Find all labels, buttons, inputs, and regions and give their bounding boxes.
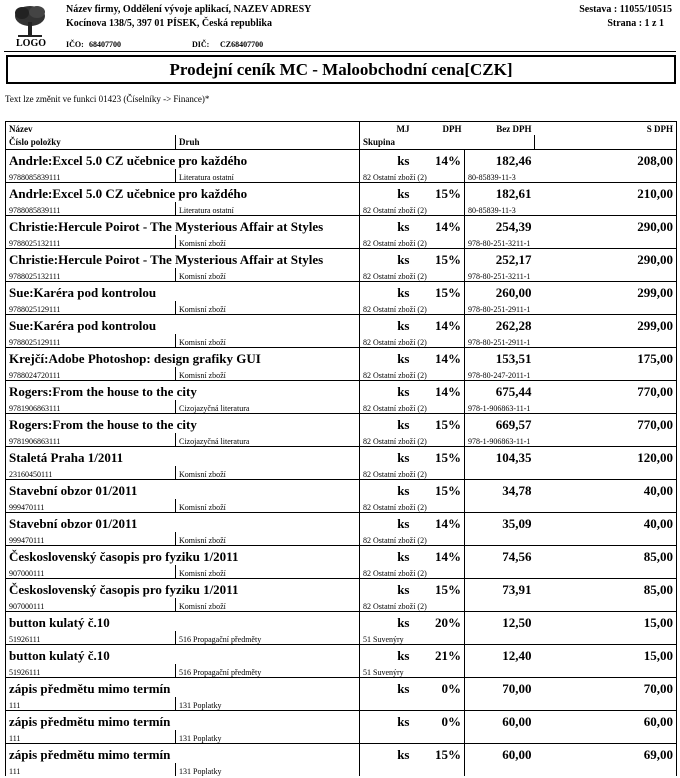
item-code: 9788025129111	[6, 334, 176, 348]
item-isbn: 978-80-251-2911-1	[465, 334, 677, 348]
item-dph: 15%	[413, 249, 465, 269]
item-code: 9788025129111	[6, 301, 176, 315]
item-dph: 15%	[413, 282, 465, 302]
item-druh: Komisní zboží	[176, 598, 360, 612]
item-druh: Komisní zboží	[176, 268, 360, 282]
item-skupina: 82 Ostatní zboží (2)	[360, 367, 465, 381]
item-skupina: 82 Ostatní zboží (2)	[360, 433, 465, 447]
item-dph: 0%	[413, 711, 465, 731]
item-bez-dph: 70,00	[465, 678, 535, 698]
item-isbn	[465, 631, 677, 645]
item-main-row	[6, 282, 677, 302]
item-druh: Komisní zboží	[176, 565, 360, 579]
item-s-dph: 290,00	[535, 249, 677, 269]
item-druh: 516 Propagační předměty	[176, 631, 360, 645]
item-s-dph: 40,00	[535, 480, 677, 500]
col-cislo: Číslo položky	[6, 135, 176, 150]
item-mj: ks	[360, 480, 413, 500]
item-mj: ks	[360, 579, 413, 599]
item-skupina: 82 Ostatní zboží (2)	[360, 598, 465, 612]
sestava-row: Sestava : 11055/10515	[579, 4, 672, 15]
item-s-dph: 290,00	[535, 216, 677, 236]
item-bez-dph: 12,50	[465, 612, 535, 632]
strana-value: 1 z 1	[644, 18, 664, 29]
item-druh: Komisní zboží	[176, 532, 360, 546]
item-detail-row	[6, 367, 677, 381]
item-dph: 14%	[413, 315, 465, 335]
item-skupina: 82 Ostatní zboží (2)	[360, 235, 465, 249]
item-main-row	[6, 546, 677, 566]
item-mj: ks	[360, 150, 413, 170]
item-name: Rogers:From the house to the city	[6, 414, 360, 434]
item-dph: 14%	[413, 150, 465, 170]
item-s-dph: 70,00	[535, 678, 677, 698]
item-druh: Komisní zboží	[176, 466, 360, 480]
item-mj: ks	[360, 381, 413, 401]
item-druh: 131 Poplatky	[176, 697, 360, 711]
item-name: Staletá Praha 1/2011	[6, 447, 360, 467]
strana-row: Strana : 1 z 1	[579, 17, 672, 31]
item-bez-dph: 60,00	[465, 711, 535, 731]
item-main-row	[6, 612, 677, 632]
item-main-row	[6, 480, 677, 500]
item-isbn: 80-85839-11-3	[465, 169, 677, 183]
item-mj: ks	[360, 348, 413, 368]
report-title: Prodejní ceník MC - Maloobchodní cena[CZK]	[6, 55, 676, 84]
dic-value: CZ68407700	[220, 40, 264, 49]
item-s-dph: 208,00	[535, 150, 677, 170]
item-isbn: 978-80-251-3211-1	[465, 235, 677, 249]
item-mj: ks	[360, 249, 413, 269]
item-main-row	[6, 183, 677, 203]
item-isbn	[465, 499, 677, 513]
item-main-row	[6, 744, 677, 764]
item-skupina: 51 Suvenýry	[360, 664, 465, 678]
item-isbn: 978-80-251-2911-1	[465, 301, 677, 315]
item-detail-row	[6, 202, 677, 216]
item-detail-row	[6, 565, 677, 579]
item-isbn: 978-1-906863-11-1	[465, 400, 677, 414]
item-skupina: 82 Ostatní zboží (2)	[360, 400, 465, 414]
col-bez-dph: Bez DPH	[465, 122, 535, 136]
item-skupina	[360, 697, 465, 711]
item-isbn: 978-80-247-2011-1	[465, 367, 677, 381]
item-code: 999470111	[6, 532, 176, 546]
item-skupina: 82 Ostatní zboží (2)	[360, 565, 465, 579]
item-bez-dph: 260,00	[465, 282, 535, 302]
col-mj: MJ	[360, 122, 413, 136]
item-main-row	[6, 348, 677, 368]
item-detail-row	[6, 400, 677, 414]
item-isbn	[465, 697, 677, 711]
item-mj: ks	[360, 216, 413, 236]
note-text: Text lze změnit ve funkci 01423 (Číselníky -> Finance)*	[5, 94, 210, 104]
item-bez-dph: 12,40	[465, 645, 535, 665]
item-detail-row	[6, 664, 677, 678]
item-bez-dph: 35,09	[465, 513, 535, 533]
item-mj: ks	[360, 282, 413, 302]
item-code: 9781906863111	[6, 400, 176, 414]
report-meta	[579, 3, 672, 31]
item-name: Československý časopis pro fyziku 1/2011	[6, 579, 360, 599]
company-name: Název firmy, Oddělení vývoje aplikací, NAZEV ADRESY	[66, 4, 312, 15]
item-mj: ks	[360, 546, 413, 566]
item-s-dph: 85,00	[535, 546, 677, 566]
item-mj: ks	[360, 414, 413, 434]
col-s-dph: S DPH	[535, 122, 677, 136]
item-s-dph: 120,00	[535, 447, 677, 467]
header-separator	[4, 51, 676, 52]
item-s-dph: 175,00	[535, 348, 677, 368]
item-skupina: 51 Suvenýry	[360, 631, 465, 645]
logo-tree-icon	[12, 4, 48, 38]
item-s-dph: 40,00	[535, 513, 677, 533]
item-name: Stavební obzor 01/2011	[6, 513, 360, 533]
item-name: Andrle:Excel 5.0 CZ učebnice pro každého	[6, 183, 360, 203]
item-mj: ks	[360, 315, 413, 335]
item-name: button kulatý č.10	[6, 645, 360, 665]
item-bez-dph: 254,39	[465, 216, 535, 236]
item-skupina: 82 Ostatní zboží (2)	[360, 334, 465, 348]
item-main-row	[6, 150, 677, 170]
item-skupina: 82 Ostatní zboží (2)	[360, 499, 465, 513]
item-isbn	[465, 598, 677, 612]
item-main-row	[6, 249, 677, 269]
item-druh: 131 Poplatky	[176, 763, 360, 776]
item-name: Sue:Karéra pod kontrolou	[6, 315, 360, 335]
item-name: Andrle:Excel 5.0 CZ učebnice pro každého	[6, 150, 360, 170]
item-detail-row	[6, 466, 677, 480]
item-name: zápis předmětu mimo termín	[6, 711, 360, 731]
item-code: 999470111	[6, 499, 176, 513]
item-skupina: 82 Ostatní zboží (2)	[360, 169, 465, 183]
item-dph: 15%	[413, 480, 465, 500]
item-skupina	[360, 763, 465, 776]
item-code: 51926111	[6, 664, 176, 678]
item-dph: 14%	[413, 381, 465, 401]
item-detail-row	[6, 499, 677, 513]
item-main-row	[6, 645, 677, 665]
item-s-dph: 69,00	[535, 744, 677, 764]
item-dph: 15%	[413, 579, 465, 599]
item-dph: 14%	[413, 216, 465, 236]
item-mj: ks	[360, 612, 413, 632]
item-mj: ks	[360, 744, 413, 764]
item-detail-row	[6, 532, 677, 546]
item-code: 9788024720111	[6, 367, 176, 381]
item-dph: 15%	[413, 183, 465, 203]
item-dph: 0%	[413, 678, 465, 698]
col-dph: DPH	[413, 122, 465, 136]
item-code: 907000111	[6, 598, 176, 612]
item-isbn	[465, 664, 677, 678]
item-name: button kulatý č.10	[6, 612, 360, 632]
header-row-1	[6, 122, 677, 136]
item-main-row	[6, 447, 677, 467]
item-bez-dph: 34,78	[465, 480, 535, 500]
ico-label: IČO:	[66, 40, 84, 49]
item-name: zápis předmětu mimo termín	[6, 744, 360, 764]
item-code: 111	[6, 697, 176, 711]
item-code: 23160450111	[6, 466, 176, 480]
item-name: Krejčí:Adobe Photoshop: design grafiky GUI	[6, 348, 360, 368]
item-druh: Cizojazyčná literatura	[176, 433, 360, 447]
item-druh: Komisní zboží	[176, 367, 360, 381]
item-bez-dph: 182,61	[465, 183, 535, 203]
item-bez-dph: 669,57	[465, 414, 535, 434]
item-druh: Literatura ostatní	[176, 202, 360, 216]
item-name: Československý časopis pro fyziku 1/2011	[6, 546, 360, 566]
item-mj: ks	[360, 711, 413, 731]
item-bez-dph: 182,46	[465, 150, 535, 170]
item-dph: 14%	[413, 546, 465, 566]
item-main-row	[6, 711, 677, 731]
company-info	[66, 3, 311, 31]
item-dph: 15%	[413, 447, 465, 467]
header-row-2	[6, 135, 677, 150]
item-s-dph: 770,00	[535, 381, 677, 401]
ico-value: 68407700	[89, 40, 121, 49]
item-name: Christie:Hercule Poirot - The Mysterious Affair at Styles	[6, 249, 360, 269]
item-s-dph: 15,00	[535, 645, 677, 665]
dic-label: DIČ:	[192, 40, 210, 49]
item-code: 111	[6, 730, 176, 744]
item-dph: 20%	[413, 612, 465, 632]
item-isbn	[465, 730, 677, 744]
col-skupina: Skupina	[360, 135, 535, 150]
item-dph: 15%	[413, 414, 465, 434]
item-mj: ks	[360, 183, 413, 203]
item-bez-dph: 60,00	[465, 744, 535, 764]
item-main-row	[6, 381, 677, 401]
item-bez-dph: 73,91	[465, 579, 535, 599]
item-main-row	[6, 513, 677, 533]
item-druh: 131 Poplatky	[176, 730, 360, 744]
item-druh: Literatura ostatní	[176, 169, 360, 183]
logo-label: LOGO	[16, 38, 47, 49]
item-main-row	[6, 579, 677, 599]
item-code: 9788085839111	[6, 202, 176, 216]
item-detail-row	[6, 334, 677, 348]
price-table	[5, 121, 677, 776]
item-skupina: 82 Ostatní zboží (2)	[360, 532, 465, 546]
item-s-dph: 85,00	[535, 579, 677, 599]
item-detail-row	[6, 730, 677, 744]
item-bez-dph: 104,35	[465, 447, 535, 467]
item-skupina: 82 Ostatní zboží (2)	[360, 202, 465, 216]
item-code: 9788025132111	[6, 268, 176, 282]
item-detail-row	[6, 169, 677, 183]
item-isbn: 978-80-251-3211-1	[465, 268, 677, 282]
item-code: 907000111	[6, 565, 176, 579]
item-mj: ks	[360, 447, 413, 467]
item-druh: Komisní zboží	[176, 301, 360, 315]
item-detail-row	[6, 631, 677, 645]
item-dph: 14%	[413, 513, 465, 533]
item-druh: Cizojazyčná literatura	[176, 400, 360, 414]
item-detail-row	[6, 598, 677, 612]
item-detail-row	[6, 235, 677, 249]
item-detail-row	[6, 301, 677, 315]
item-isbn: 80-85839-11-3	[465, 202, 677, 216]
item-skupina: 82 Ostatní zboží (2)	[360, 301, 465, 315]
item-dph: 15%	[413, 744, 465, 764]
item-name: Christie:Hercule Poirot - The Mysterious Affair at Styles	[6, 216, 360, 236]
item-s-dph: 60,00	[535, 711, 677, 731]
item-s-dph: 299,00	[535, 315, 677, 335]
item-code: 9788085839111	[6, 169, 176, 183]
item-detail-row	[6, 433, 677, 447]
col-nazev: Název	[6, 122, 360, 136]
item-bez-dph: 252,17	[465, 249, 535, 269]
sestava-value: 11055/10515	[619, 4, 672, 15]
item-isbn: 978-1-906863-11-1	[465, 433, 677, 447]
item-isbn	[465, 565, 677, 579]
item-main-row	[6, 315, 677, 335]
item-detail-row	[6, 268, 677, 282]
item-code: 51926111	[6, 631, 176, 645]
item-isbn	[465, 466, 677, 480]
item-isbn	[465, 763, 677, 776]
item-s-dph: 299,00	[535, 282, 677, 302]
item-detail-row	[6, 697, 677, 711]
item-druh: Komisní zboží	[176, 334, 360, 348]
item-mj: ks	[360, 513, 413, 533]
item-bez-dph: 675,44	[465, 381, 535, 401]
item-mj: ks	[360, 645, 413, 665]
item-main-row	[6, 678, 677, 698]
item-druh: 516 Propagační předměty	[176, 664, 360, 678]
item-s-dph: 210,00	[535, 183, 677, 203]
col-druh: Druh	[176, 135, 360, 150]
item-skupina	[360, 730, 465, 744]
item-main-row	[6, 414, 677, 434]
item-s-dph: 15,00	[535, 612, 677, 632]
item-bez-dph: 153,51	[465, 348, 535, 368]
item-druh: Komisní zboží	[176, 235, 360, 249]
item-name: Stavební obzor 01/2011	[6, 480, 360, 500]
item-isbn	[465, 532, 677, 546]
item-bez-dph: 262,28	[465, 315, 535, 335]
item-name: zápis předmětu mimo termín	[6, 678, 360, 698]
item-code: 9781906863111	[6, 433, 176, 447]
item-mj: ks	[360, 678, 413, 698]
item-main-row	[6, 216, 677, 236]
item-skupina: 82 Ostatní zboží (2)	[360, 268, 465, 282]
item-skupina: 82 Ostatní zboží (2)	[360, 466, 465, 480]
company-address: Kocínova 138/5, 397 01 PÍSEK, Česká republika	[66, 18, 272, 29]
item-dph: 14%	[413, 348, 465, 368]
item-druh: Komisní zboží	[176, 499, 360, 513]
item-bez-dph: 74,56	[465, 546, 535, 566]
item-s-dph: 770,00	[535, 414, 677, 434]
item-code: 111	[6, 763, 176, 776]
item-dph: 21%	[413, 645, 465, 665]
item-detail-row	[6, 763, 677, 776]
item-code: 9788025132111	[6, 235, 176, 249]
item-name: Sue:Karéra pod kontrolou	[6, 282, 360, 302]
item-name: Rogers:From the house to the city	[6, 381, 360, 401]
